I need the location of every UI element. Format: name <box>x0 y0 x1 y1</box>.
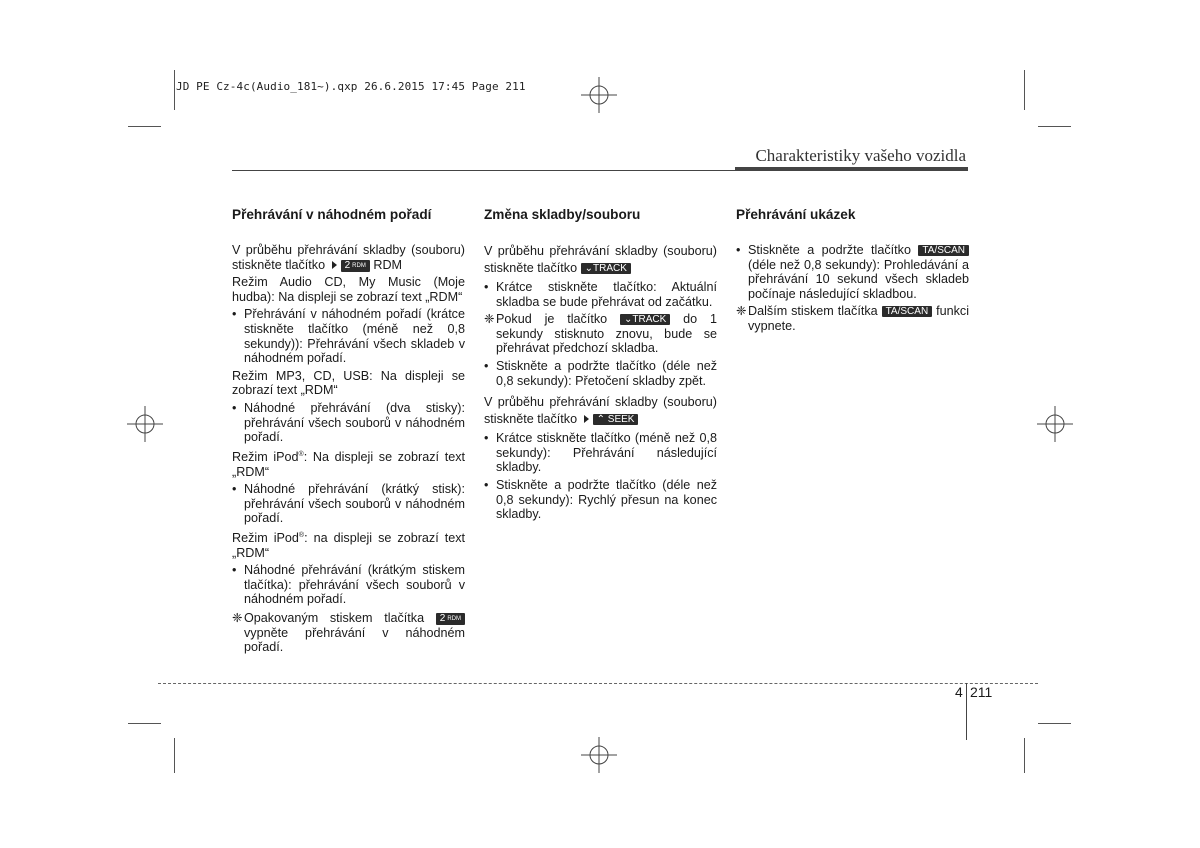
bullet-icon: • <box>484 477 489 492</box>
bullet-icon: • <box>232 563 237 578</box>
play-arrow-icon <box>584 415 589 423</box>
crop-mark <box>128 126 161 127</box>
bullet-icon: • <box>484 358 489 373</box>
bullet-icon: • <box>232 400 237 415</box>
bullet-icon: • <box>232 307 237 322</box>
registration-mark-icon <box>1037 406 1073 442</box>
paragraph: V průběhu přehrávání skladby (souboru) stiskněte tlačítko 2 RDM RDM <box>232 243 465 272</box>
crop-mark <box>174 738 175 773</box>
registration-mark-icon <box>127 406 163 442</box>
page-header-title: Charakteristiky vašeho vozidla <box>755 146 966 165</box>
registration-mark-icon <box>581 77 617 113</box>
bullet-icon: • <box>736 243 741 257</box>
bullet-icon: • <box>484 280 489 294</box>
registration-mark-icon <box>581 737 617 773</box>
scan-button-icon: TA/SCAN <box>882 306 933 317</box>
column-random-playback <box>232 206 465 658</box>
crop-mark <box>174 70 175 110</box>
paragraph: V průběhu přehrávání skladby (souboru) stiskněte tlačítko ⌃ SEEK <box>484 395 717 427</box>
note-icon: ❈ <box>232 611 243 626</box>
header-rule <box>232 170 735 171</box>
list-item: • Přehrávání v náhodném pořadí (krátce stiskněte tlačítko (méně než 0,8 sekundy)): Přehrávání všech skladeb v náhodném pořadí. <box>232 307 465 366</box>
print-slug: JD PE Cz-4c(Audio_181~).qxp 26.6.2015 17:45 Page 211 <box>176 80 526 93</box>
chapter-number: 4 <box>955 684 963 700</box>
crop-mark <box>1038 723 1071 724</box>
crop-mark <box>1038 126 1071 127</box>
list-item: • Náhodné přehrávání (krátkým stiskem tlačítka): přehrávání všech souborů v náhodném pořadí. <box>232 563 465 607</box>
section-heading: Přehrávání ukázek <box>736 207 856 222</box>
footer-rule <box>158 683 1038 684</box>
list-item: • Krátce stiskněte tlačítko (méně než 0,8 sekundy): Přehrávání následující skladby. <box>484 431 717 475</box>
paragraph: Režim iPod®: Na displeji se zobrazí text „RDM“ <box>232 449 465 479</box>
bullet-icon: • <box>232 482 237 497</box>
note-icon: ❈ <box>484 312 495 327</box>
play-arrow-icon <box>332 261 337 269</box>
crop-mark <box>1024 70 1025 110</box>
paragraph: Režim iPod®: na displeji se zobrazí text „RDM“ <box>232 531 466 560</box>
list-item: • Náhodné přehrávání (krátký stisk): přehrávání všech souborů v náhodném pořadí. <box>232 482 465 526</box>
rdm-button-icon: 2 RDM <box>341 260 370 272</box>
seek-up-button-icon: ⌃ SEEK <box>593 414 639 425</box>
column-scan-playback <box>736 206 969 337</box>
note-item: ❈ Pokud je tlačítko ⌄TRACK do 1 sekundy stisknuto znovu, bude se přehrávat předchozí skladba. <box>484 312 718 356</box>
note-icon: ❈ <box>736 304 747 319</box>
note-item: ❈ Dalším stiskem tlačítka TA/SCAN funkci vypnete. <box>736 304 970 333</box>
track-down-button-icon: ⌄TRACK <box>581 263 631 274</box>
crop-mark <box>128 723 161 724</box>
rdm-button-icon: 2 RDM <box>436 613 465 625</box>
list-item: • Náhodné přehrávání (dva stisky): přehrávání všech souborů v náhodném pořadí. <box>232 400 465 445</box>
list-item: • Stiskněte a podržte tlačítko TA/SCAN (déle než 0,8 sekundy): Prohledávání a přehrávání 10 sekund všech skladeb počínaje následující skladbou. <box>736 243 969 301</box>
section-heading: Přehrávání v náhodném pořadí <box>232 207 432 222</box>
list-item: • Stiskněte a podržte tlačítko (déle než 0,8 sekundy): Přetočení skladby zpět. <box>484 358 717 388</box>
track-down-button-icon: ⌄TRACK <box>620 314 670 325</box>
list-item: • Krátce stiskněte tlačítko: Aktuální skladba se bude přehrávat od začátku. <box>484 280 717 309</box>
page-number-separator <box>966 683 967 740</box>
paragraph: Režim MP3, CD, USB: Na displeji se zobrazí text „RDM“ <box>232 368 465 398</box>
section-heading: Změna skladby/souboru <box>484 207 641 222</box>
paragraph: V průběhu přehrávání skladby (souboru) stiskněte tlačítko ⌄TRACK <box>484 244 717 275</box>
crop-mark <box>1024 738 1025 773</box>
column-track-change <box>484 206 717 525</box>
list-item: • Stiskněte a podržte tlačítko (déle než 0,8 sekundy): Rychlý přesun na konec skladby. <box>484 477 717 522</box>
paragraph: Režim Audio CD, My Music (Moje hudba): Na displeji se zobrazí text „RDM“ <box>232 275 465 304</box>
bullet-icon: • <box>484 431 489 446</box>
page-number: 211 <box>970 684 993 700</box>
header-rule-accent <box>735 167 968 171</box>
note-item: ❈ Opakovaným stiskem tlačítka 2 RDM vypněte přehrávání v náhodném pořadí. <box>232 611 465 655</box>
scan-button-icon: TA/SCAN <box>918 245 969 256</box>
